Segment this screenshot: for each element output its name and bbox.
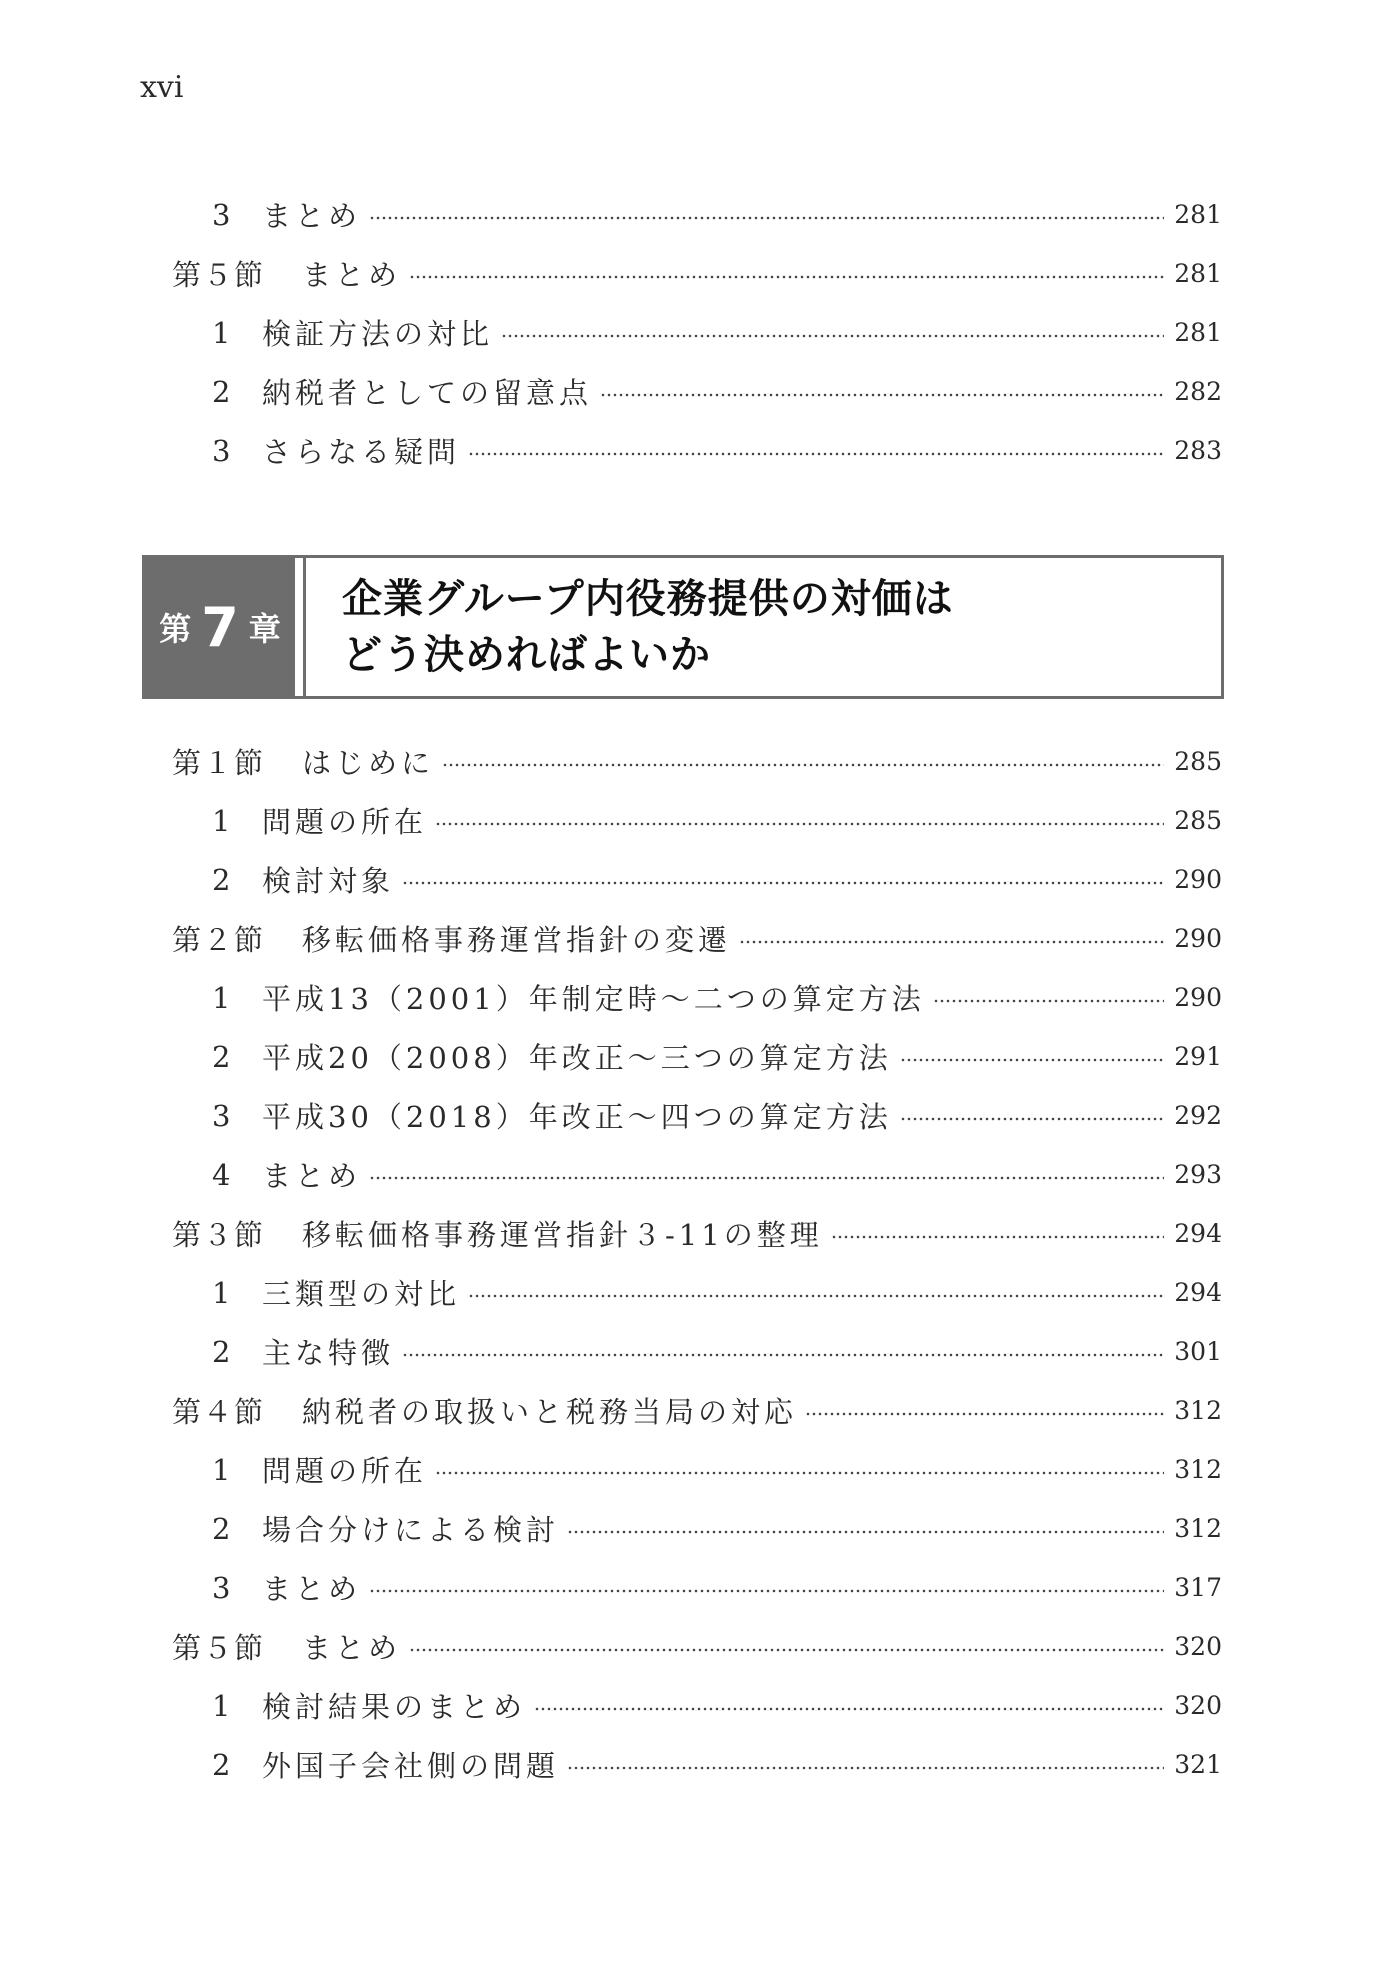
section-label: 第３節 xyxy=(172,1218,266,1252)
chapter-label xyxy=(145,558,295,696)
dot-leader xyxy=(534,1707,1164,1711)
page-ref: 293 xyxy=(1174,1160,1222,1189)
entry-title: 検証方法の対比 xyxy=(262,317,494,351)
dot-leader xyxy=(501,334,1164,338)
dot-leader xyxy=(435,1471,1164,1475)
entry-title: 移転価格事務運営指針の変遷 xyxy=(302,923,732,957)
item-number: 2 xyxy=(212,862,231,897)
entry-title: 納税者の取扱いと税務当局の対応 xyxy=(302,1395,798,1429)
entry-title: まとめ xyxy=(302,1631,402,1665)
toc-item-entry xyxy=(172,1027,1222,1086)
chapter-label-prefix: 第 xyxy=(159,610,192,648)
toc-item-entry xyxy=(172,1735,1222,1794)
toc-item-entry xyxy=(172,850,1222,909)
entry-title: 移転価格事務運営指針３-11の整理 xyxy=(302,1218,823,1252)
item-number: 2 xyxy=(212,1511,231,1546)
dot-leader xyxy=(567,1530,1164,1534)
entry-title: まとめ xyxy=(302,258,402,292)
entry-title: 検討対象 xyxy=(262,864,395,898)
dot-leader xyxy=(600,393,1164,397)
dot-leader xyxy=(831,1235,1164,1239)
entry-title: 主な特徴 xyxy=(262,1336,395,1370)
toc-item-entry xyxy=(172,1322,1222,1381)
item-number: 3 xyxy=(212,1570,231,1605)
dot-leader xyxy=(468,1294,1164,1298)
dot-leader xyxy=(402,1353,1164,1357)
entry-title: まとめ xyxy=(262,1572,362,1606)
item-number: 3 xyxy=(212,433,231,468)
toc-item-entry xyxy=(172,968,1222,1027)
toc-item-entry xyxy=(172,1499,1222,1558)
toc-item-entry xyxy=(172,1263,1222,1322)
toc-section-entry xyxy=(172,1381,1222,1440)
item-number: 2 xyxy=(212,1747,231,1782)
item-number: 1 xyxy=(212,1452,231,1487)
chapter-number: 7 xyxy=(201,595,239,659)
item-number: 1 xyxy=(212,1688,231,1723)
item-number: 3 xyxy=(212,197,231,232)
item-number: 1 xyxy=(212,1275,231,1310)
page-ref: 320 xyxy=(1174,1691,1222,1720)
toc-list-top xyxy=(172,185,1222,480)
dot-leader xyxy=(567,1766,1164,1770)
entry-title: 場合分けによる検討 xyxy=(262,1513,560,1547)
dot-leader xyxy=(402,881,1164,885)
entry-title: 三類型の対比 xyxy=(262,1277,461,1311)
dot-leader xyxy=(435,822,1164,826)
dot-leader xyxy=(900,1117,1164,1121)
dot-leader xyxy=(442,763,1164,767)
entry-title: 平成20（2008）年改正～三つの算定方法 xyxy=(262,1041,892,1075)
page-ref: 283 xyxy=(1174,436,1222,465)
toc-item-entry xyxy=(172,362,1222,421)
dot-leader xyxy=(739,940,1164,944)
page-ref: 321 xyxy=(1174,1750,1222,1779)
toc-item-entry xyxy=(172,1676,1222,1735)
page-ref: 291 xyxy=(1174,1042,1222,1071)
dot-leader xyxy=(900,1058,1164,1062)
dot-leader xyxy=(369,1176,1164,1180)
chapter-label-suffix: 章 xyxy=(248,610,281,648)
entry-title: 納税者としての留意点 xyxy=(262,376,593,410)
section-label: 第１節 xyxy=(172,746,266,780)
page-ref: 285 xyxy=(1174,806,1222,835)
section-label: 第４節 xyxy=(172,1395,266,1429)
section-label: 第５節 xyxy=(172,1631,266,1665)
page-ref: 294 xyxy=(1174,1278,1222,1307)
page-ref: 281 xyxy=(1174,318,1222,347)
toc-item-entry xyxy=(172,1145,1222,1204)
dot-leader xyxy=(369,1589,1164,1593)
page-ref: 292 xyxy=(1174,1101,1222,1130)
item-number: 3 xyxy=(212,1098,231,1133)
item-number: 1 xyxy=(212,315,231,350)
dot-leader xyxy=(933,999,1164,1003)
page-ref: 312 xyxy=(1174,1514,1222,1543)
toc-section-entry xyxy=(172,909,1222,968)
entry-title: まとめ xyxy=(262,199,362,233)
page-ref: 301 xyxy=(1174,1337,1222,1366)
page-ref: 312 xyxy=(1174,1455,1222,1484)
dot-leader xyxy=(805,1412,1164,1416)
entry-title: 検討結果のまとめ xyxy=(262,1690,527,1724)
chapter-separator xyxy=(295,558,303,696)
toc-section-entry xyxy=(172,732,1222,791)
dot-leader xyxy=(409,275,1164,279)
item-number: 1 xyxy=(212,803,231,838)
page-ref: 282 xyxy=(1174,377,1222,406)
page-ref: 290 xyxy=(1174,865,1222,894)
page-ref: 294 xyxy=(1174,1219,1222,1248)
toc-item-entry xyxy=(172,421,1222,480)
dot-leader xyxy=(409,1648,1164,1652)
toc-section-entry xyxy=(172,1204,1222,1263)
toc-item-entry xyxy=(172,303,1222,362)
item-number: 2 xyxy=(212,1039,231,1074)
toc-list-chapter xyxy=(172,732,1222,1794)
dot-leader xyxy=(369,216,1164,220)
toc-item-entry xyxy=(172,185,1222,244)
toc-section-entry xyxy=(172,244,1222,303)
page-ref: 285 xyxy=(1174,747,1222,776)
page-number: xvi xyxy=(140,70,184,105)
section-label: 第２節 xyxy=(172,923,266,957)
item-number: 1 xyxy=(212,980,231,1015)
section-label: 第５節 xyxy=(172,258,266,292)
toc-item-entry xyxy=(172,1086,1222,1145)
entry-title: はじめに xyxy=(302,746,435,780)
entry-title: 外国子会社側の問題 xyxy=(262,1749,560,1783)
toc-item-entry xyxy=(172,1440,1222,1499)
chapter-header xyxy=(142,555,1224,699)
entry-title: さらなる疑問 xyxy=(262,435,461,469)
item-number: 2 xyxy=(212,374,231,409)
page-ref: 317 xyxy=(1174,1573,1222,1602)
page-ref: 281 xyxy=(1174,200,1222,229)
toc-item-entry xyxy=(172,1558,1222,1617)
entry-title: まとめ xyxy=(262,1159,362,1193)
chapter-title-line2: どう決めればよいか xyxy=(342,632,711,678)
page-ref: 290 xyxy=(1174,924,1222,953)
chapter-title xyxy=(303,558,1221,696)
item-number: 2 xyxy=(212,1334,231,1369)
entry-title: 問題の所在 xyxy=(262,1454,428,1488)
page-ref: 281 xyxy=(1174,259,1222,288)
item-number: 4 xyxy=(212,1157,231,1192)
entry-title: 問題の所在 xyxy=(262,805,428,839)
entry-title: 平成13（2001）年制定時～二つの算定方法 xyxy=(262,982,925,1016)
page-ref: 290 xyxy=(1174,983,1222,1012)
toc-item-entry xyxy=(172,791,1222,850)
toc-section-entry xyxy=(172,1617,1222,1676)
chapter-title-line1: 企業グループ内役務提供の対価は xyxy=(342,576,954,622)
page-ref: 320 xyxy=(1174,1632,1222,1661)
entry-title: 平成30（2018）年改正～四つの算定方法 xyxy=(262,1100,892,1134)
page-ref: 312 xyxy=(1174,1396,1222,1425)
dot-leader xyxy=(468,452,1164,456)
